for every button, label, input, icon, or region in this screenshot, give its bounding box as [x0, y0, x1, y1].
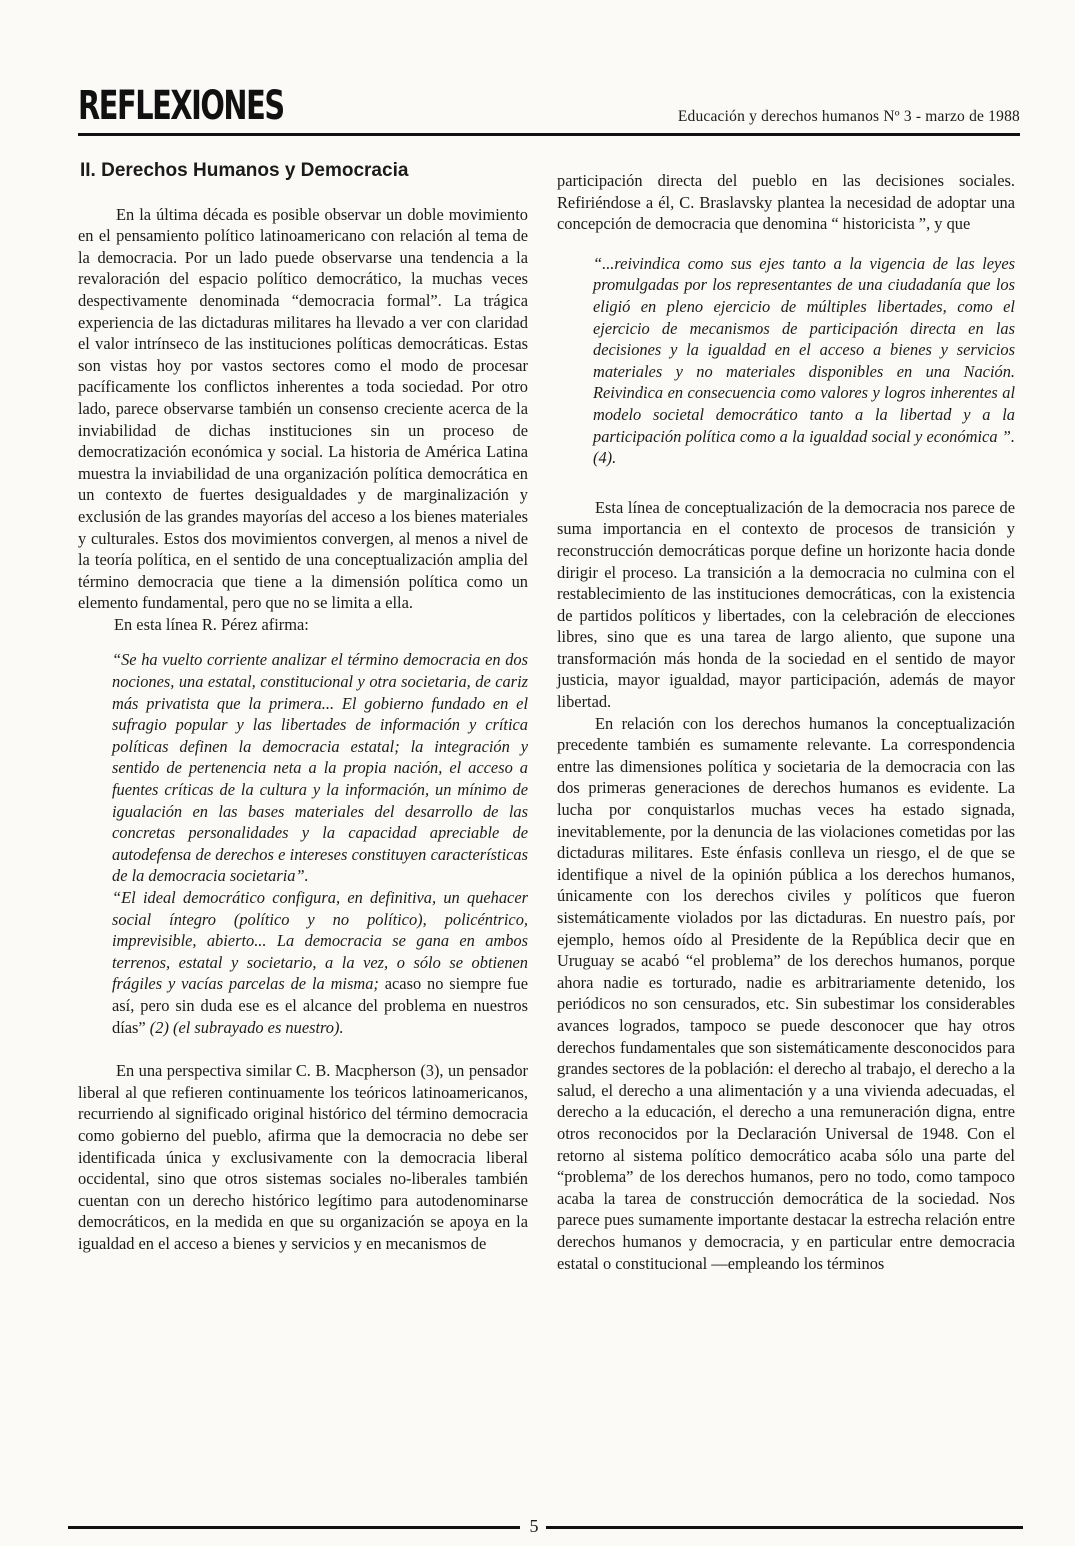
paragraph-intro: En la última década es posible observar un doble movimiento en el pensamiento político latinoamericano con relación al tema de la democracia. Por un lado puede observarse una tendencia a la revaloración del espacio político democrático, la muchas veces despectivamente denominada “democracia formal”. La trágica experiencia de las dictaduras militares ha llevado a ver con claridad el valor intrínseco de las instituciones políticas democráticas. Estas son vistas hoy por vastos sectores como el modo de procesar pacíficamente los conflictos inherentes a toda sociedad. Por otro lado, parece observarse también un consenso creciente acerca de la inviabilidad de dichas instituciones sin un proceso de democratización económica y social. La historia de América Latina muestra la inviabilidad de una organización política democrática en un contexto de fuertes desigualdades y de marginalización y exclusión de las grandes mayorías del acceso a los bienes materiales y culturales. Estos dos movimientos convergen, al menos a nivel de la teoría política, en el sentido de una conceptualización amplia del término democracia que tiene a la dimensión política como un elemento fundamental, pero que no se limita a ella.	[78, 204, 528, 613]
quote-lead: En esta línea R. Pérez afirma:	[114, 614, 309, 634]
paragraph-human-rights: En relación con los derechos humanos la conceptualización precedente también es sumamente relevante. La correspondencia entre las dimensiones política y societaria de la democracia con las dos primeras generaciones de derechos humanos es evidente. La lucha por conquistarlos muchas veces ha estado signada, inevitablemente, por la denuncia de las violaciones cometidas por las dictaduras militares. Este énfasis conlleva un riesgo, el de que se identifique a nivel de la opinión pública a los derechos humanos, únicamente con los derechos civiles y políticos que fueron sistemáticamente violados por las dictaduras. En nuestro país, por ejemplo, hemos oído al Presidente de la República decir que en Uruguay se acabó “el problema” de los derechos humanos, porque ahora nadie es torturado, nadie es arbitrariamente detenido, los periódicos no son censurados, etc. Sin subestimar los considerables avances logrados, tampoco se puede desconocer que hay otros derechos fundamentales que son sistemáticamente desconocidos para grandes sectores de la población: el derecho al trabajo, el derecho a la salud, el derecho a una alimentación y a una vivienda adecuadas, el derecho a la educación, el derecho a una remuneración digna, entre otros reconocidos por la Declaración Universal de 1948. Con el retorno al sistema político democrático acaba sólo una parte del “problema” de los derechos humanos, pero no todo, como tampoco acaba la tarea de construcción democrática de la sociedad. Nos parece pues sumamente importante destacar la estrecha relación entre derechos humanos y democracia, y en particular entre democracia estatal o constitucional —empleando los términos	[557, 713, 1015, 1273]
page-number: 5	[529, 1516, 539, 1536]
block-quote-braslavsky: “...reivindica como sus ejes tanto a la vigencia de las leyes promulgadas por los representantes de una ciudadanía que los eligió en pleno ejercicio de múltiples libertades, como el ejercicio de mecanismos de participación directa en las decisiones y la igualdad en el acceso a bienes y servicios materiales y no materiales disponibles en una Nación. Reivindica en consecuencia como valores y logros inherentes al modelo societal democrático tanto a la libertad y a la participación política como a la igualdad social y económica ”.(4).	[593, 253, 1015, 468]
footer-rule-left	[68, 1526, 520, 1529]
quote-perez-part2	[112, 887, 528, 1038]
masthead	[78, 78, 1020, 134]
section-heading: II. Derechos Humanos y Democracia	[80, 160, 409, 181]
quote-perez-part1: “Se ha vuelto corriente analizar el término democracia en dos nociones, una estatal, constitucional y otra societaria, de cariz más privatista que la primera... El gobierno fundado en el sufragio popular y las libertades de información y crítica políticas definen la democracia estatal; la integración y sentido de pertenencia neta a la propia nación, el acceso a fuentes críticas de la cultura y la información, un mínimo de igualación en las bases materiales del desarrollo de las concretas personalidades y la capacidad apreciable de autodefensa de derechos e intereses constituyen características de la democracia societaria”.	[112, 650, 528, 886]
header-rule	[78, 133, 1020, 136]
block-quote-perez	[78, 649, 528, 1038]
quote-perez-italic: “El ideal democrático configura, en definitiva, un quehacer social íntegro (político y no político), policéntrico, imprevisible, abierto... La democracia se gana en ambos terrenos, estatal y societario, a la vez, o sólo se obtienen frágiles y vacías parcelas de la misma;	[112, 888, 528, 994]
page-footer	[68, 1518, 1023, 1538]
right-column	[557, 170, 1015, 1274]
quote-perez-citation: (2) (el subrayado es nuestro).	[145, 1017, 344, 1037]
left-column	[78, 160, 528, 1255]
paragraph-conceptualization: Esta línea de conceptualización de la democracia nos parece de suma importancia en el contexto de procesos de transición y reconstrucción democráticas porque define un horizonte hacia donde dirigir el proceso. La transición a la democracia no culmina con el restablecimiento de las instituciones democráticas, con la existencia de partidos políticos y libertades, con la celebración de elecciones libres, sino que es una tarea de largo aliento, que supone una transformación más honda de la sociedad en el sentido de mayor justicia, mayor igualdad, mayor participación, además de mayor libertad.	[557, 497, 1015, 712]
issue-info: Educación y derechos humanos Nº 3 - marzo de 1988	[677, 108, 1020, 125]
footer-rule-right	[546, 1526, 1023, 1529]
paragraph-macpherson: En una perspectiva similar C. B. Macpherson (3), un pensador liberal al que refieren continuamente los teóricos latinoamericanos, recurriendo al significado original histórico del término democracia como gobierno del pueblo, afirma que la democracia no debe ser identificada única y exclusivamente con la democracia liberal occidental, sino que otros sistemas sociales no-liberales también cuentan con un derecho histórico legítimo para autodenominarse democráticos, en la medida en que su organización se apoya en la igualdad en el acceso a bienes y servicios y en mecanismos de	[78, 1061, 528, 1253]
paragraph-continuation: participación directa del pueblo en las decisiones sociales. Refiriéndose a él, C. Braslavsky plantea la necesidad de adoptar una concepción de democracia que denomina “ historicista ”, y que	[557, 171, 1015, 234]
magazine-logo: REFLEXIONES	[78, 83, 284, 129]
quote-perez-plain: acaso no siempre fue así, pero sin duda ese es el alcance del problema en nuestros días”	[112, 974, 528, 1037]
